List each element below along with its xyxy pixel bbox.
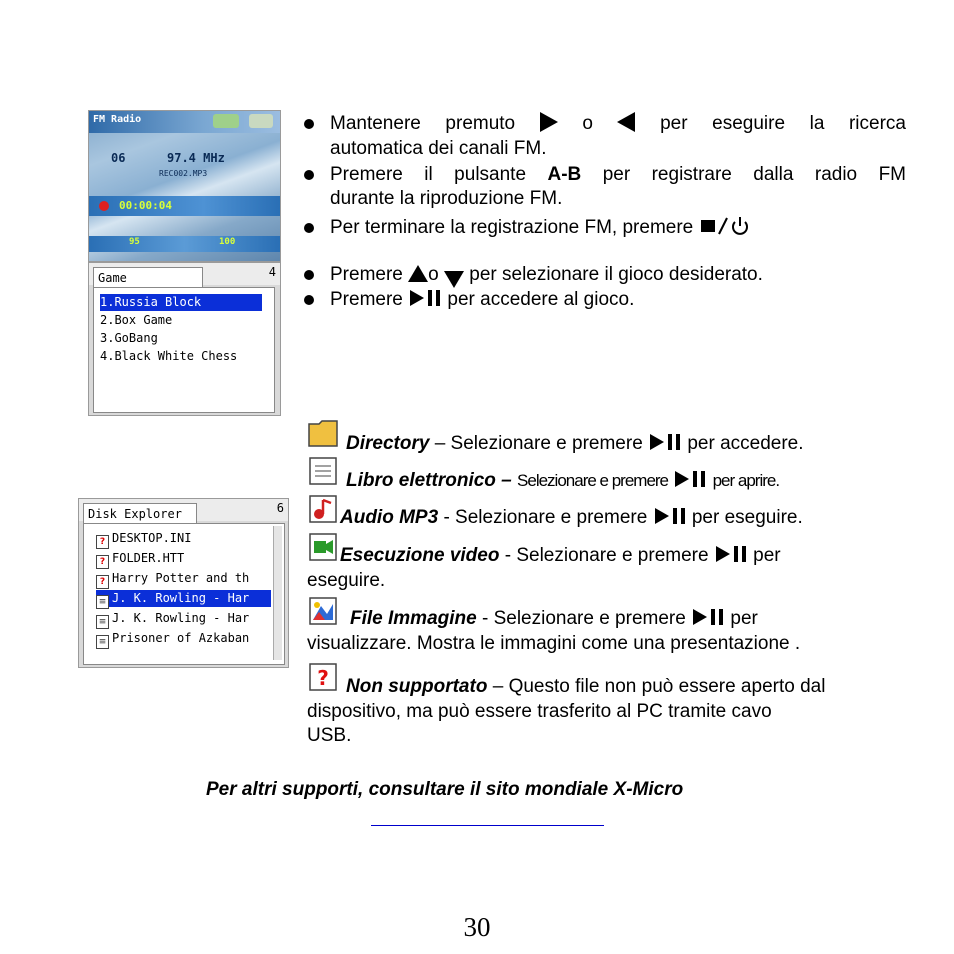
battery-icon [249,114,273,128]
bullet-text: Premere [330,289,403,310]
image-text [350,607,758,631]
type-desc: - Selezionare e premere [443,507,648,528]
bullet-3 [330,216,906,240]
game-item[interactable]: 2.Box Game [100,313,173,327]
volume-icon [213,114,239,128]
bullet-text: Mantenere premuto [330,113,516,134]
mp3-row [307,494,341,529]
bullet-text: per accedere al gioco. [447,289,635,310]
file-item[interactable] [96,590,271,607]
unsupported-text [346,675,825,699]
type-desc: - Selezionare e premere [504,545,709,566]
type-desc: per [730,608,758,629]
disk-list [83,523,285,665]
fm-frequency: 97.4 MHz [167,151,225,165]
type-desc: – Questo file non può essere aperto dal [492,676,826,697]
type-desc: Selezionare e premere [517,471,669,490]
file-item[interactable] [96,570,249,587]
unsupported-file-icon: ? [96,575,109,589]
type-name: Esecuzione video [340,545,500,566]
type-desc: per eseguire. [691,507,803,528]
file-name: Harry Potter and th [112,571,250,585]
game-tab: Game [93,267,203,288]
disk-count: 6 [276,501,284,515]
play-pause-icon [714,544,748,564]
game-item[interactable]: 1.Russia Block [100,294,262,311]
unsupported-file-icon: ? [96,535,109,549]
fm-radio-screenshot [88,110,281,262]
fm-rec-file: REC002.MP3 [159,169,208,178]
file-name: FOLDER.HTT [112,551,185,565]
bullet-dot [304,223,314,233]
music-file-icon [307,494,341,524]
bullet-text: per selezionare il gioco desiderato. [469,264,763,285]
fm-level-left: 95 [129,237,140,247]
play-pause-icon [653,506,687,526]
type-desc: – Selezionare e premere [434,433,643,454]
type-name: Non supportato [346,676,488,697]
unsupported-text-line-2: dispositivo, ma può essere trasferito al PC tramite cavo [307,701,772,722]
fm-band: 06 [111,151,126,165]
type-desc: - Selezionare e premere [481,608,686,629]
fm-level-right: 100 [219,237,236,247]
directory-text [346,432,804,456]
ebook-row [307,456,341,491]
folder-icon [307,418,341,448]
game-item[interactable]: 3.GoBang [100,331,158,345]
svg-text:?: ? [317,666,329,690]
play-pause-icon [691,607,725,627]
document-icon: ≡ [96,635,109,649]
game-item[interactable]: 4.Black White Chess [100,349,238,363]
unsupported-file-icon: ? [96,555,109,569]
bullet-1-line-1 [330,112,906,136]
file-item[interactable] [96,550,184,567]
support-note: Per altri supporti, consultare il sito mondiale X-Micro [206,779,684,800]
down-arrow-icon [444,271,464,288]
type-name: File Immagine [350,608,477,629]
unsupported-text-line-3: USB. [307,725,352,746]
game-menu-screenshot [88,262,281,416]
document-icon [307,456,341,486]
video-text [340,544,781,568]
disk-explorer-screenshot [78,498,289,668]
document-icon: ≡ [96,615,109,629]
file-name: Prisoner of Azkaban [112,631,250,645]
bullet-text: Premere il pulsante [330,164,527,185]
type-desc: per accedere. [687,433,804,454]
type-name: Libro elettronico – [346,470,512,491]
bullet-5 [330,288,906,312]
fm-title: FM Radio [93,114,142,125]
image-row [307,596,341,631]
file-item[interactable] [96,610,249,627]
bullet-dot [304,295,314,305]
disk-tab: Disk Explorer [83,503,197,524]
bullet-dot [304,170,314,180]
unsupported-row [307,662,341,697]
bullet-1-line-2: automatica dei canali FM. [330,138,547,159]
file-name: DESKTOP.INI [112,531,192,545]
disk-scrollbar[interactable] [273,526,282,660]
support-link-underline[interactable] [371,825,604,826]
type-desc: per aprire. [712,471,780,490]
bullet-dot [304,270,314,280]
video-text-line-2: eseguire. [307,570,386,591]
file-name: J. K. Rowling - Har [112,591,250,605]
page-number: 30 [463,912,491,942]
play-pause-icon [673,469,707,489]
bullet-4 [330,263,906,288]
file-item[interactable] [96,530,191,547]
file-name: J. K. Rowling - Har [112,611,250,625]
play-pause-icon [408,288,442,308]
bullet-text: Per terminare la registrazione FM, premere [330,217,694,238]
image-file-icon [307,596,341,626]
left-arrow-icon [617,112,635,132]
image-text-line-2: visualizzare. Mostra le immagini come una presentazione . [307,633,801,654]
disk-tabbar [79,499,288,521]
mp3-text [340,506,803,530]
video-row [307,532,341,567]
bullet-text: Premere [330,264,403,285]
file-item[interactable] [96,630,249,647]
document-icon: ≡ [96,595,109,609]
record-icon [99,201,109,211]
fm-rec-time: 00:00:04 [119,199,172,212]
bullet-2-line-2: durante la riproduzione FM. [330,188,563,209]
bullet-text: per eseguire la ricerca [660,113,906,134]
stop-power-icon [699,216,755,236]
video-file-icon [307,532,341,562]
game-count: 4 [268,265,276,279]
bullet-text: o [582,113,593,134]
ebook-text [346,469,779,493]
right-arrow-icon [540,112,558,132]
up-arrow-icon [408,265,428,282]
type-name: Directory [346,433,430,454]
game-list [93,287,275,413]
bullet-2-line-1 [330,163,906,187]
type-name: Audio MP3 [340,507,439,528]
unsupported-file-icon [307,662,341,692]
bullet-dot [304,119,314,129]
type-desc: per [753,545,781,566]
game-tabbar [89,263,280,285]
bullet-text: per registrare dalla radio FM [602,164,907,185]
ab-key-label: A-B [547,164,582,185]
bullet-text: o [428,264,439,285]
play-pause-icon [648,432,682,452]
directory-row [307,418,341,453]
